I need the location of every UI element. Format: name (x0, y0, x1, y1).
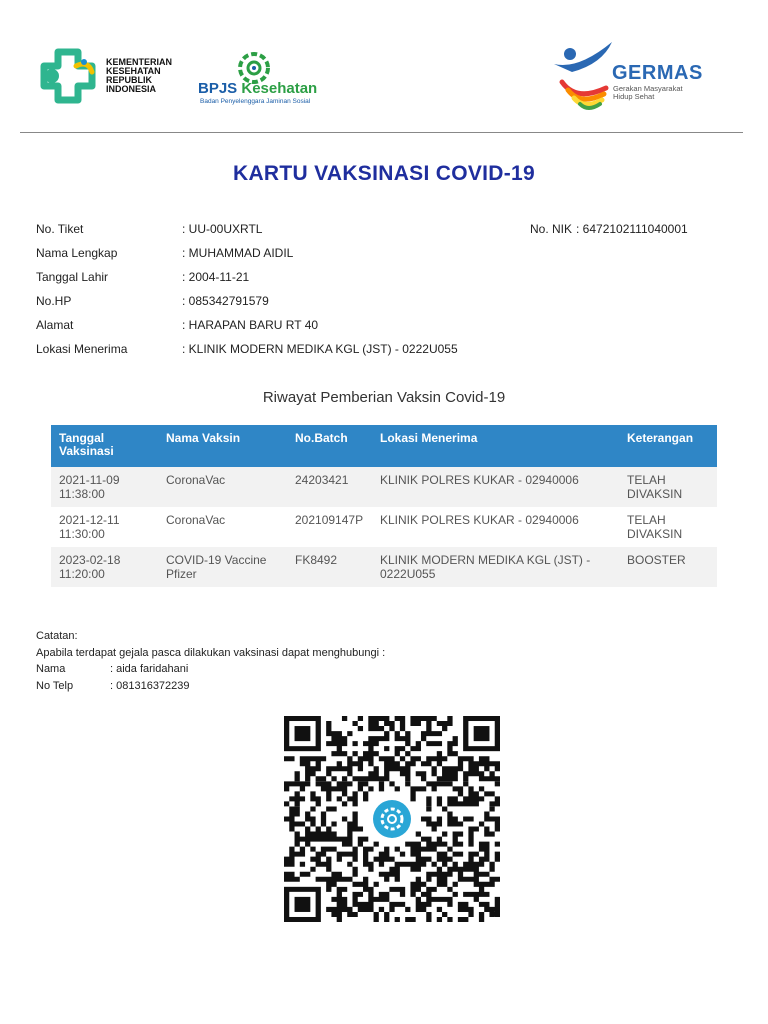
header (36, 40, 736, 120)
header-date: Tanggal Vaksinasi (51, 425, 158, 467)
cell-vaccine: CoronaVac (158, 467, 287, 507)
cell-date-time: 11:20:00 (59, 567, 105, 581)
kemenkes-line-3: REPUBLIK (106, 75, 153, 85)
qr-finder-top-right (463, 716, 500, 751)
kemenkes-line-4: INDONESIA (106, 84, 157, 94)
cell-batch: 202109147P (287, 507, 372, 547)
cell-date (51, 547, 158, 587)
contact-phone-label: No Telp (36, 679, 74, 692)
history-title: Riwayat Pemberian Vaksin Covid-19 (262, 389, 506, 406)
dob-label: Tanggal Lahir (36, 270, 109, 284)
cell-location: KLINIK POLRES KUKAR - 02940006 (372, 467, 619, 507)
header-vaccine: Nama Vaksin (158, 425, 287, 467)
phone-label: No.HP (36, 294, 72, 308)
nik-field (530, 222, 688, 236)
address-value: : HARAPAN BARU RT 40 (182, 318, 319, 332)
contact-phone-value: : 081316372239 (110, 679, 190, 692)
notes-section (36, 628, 385, 694)
info-row-dob (36, 270, 736, 294)
ticket-label: No. Tiket (36, 222, 84, 236)
table-row (51, 547, 717, 587)
germas-title: GERMAS (612, 62, 703, 84)
bpjs-brand-kesehatan: Kesehatan (241, 80, 318, 97)
header-note: Keterangan (619, 425, 717, 467)
bpjs-brand-bpjs: BPJS (198, 80, 238, 97)
header-divider (20, 132, 743, 133)
page-title: KARTU VAKSINASI COVID-19 (232, 162, 535, 185)
cell-vaccine: COVID-19 Vaccine Pfizer (158, 547, 287, 587)
patient-info (36, 222, 736, 366)
contact-name-value: : aida faridahani (110, 663, 189, 675)
bpjs-logo (196, 42, 326, 112)
cell-location: KLINIK MODERN MEDIKA KGL (JST) - 0222U055 (372, 547, 619, 587)
contact-name-row (36, 661, 385, 678)
contact-name-label: Nama (36, 663, 66, 675)
table-header-row (51, 425, 717, 467)
cell-date (51, 467, 158, 507)
cell-location: KLINIK POLRES KUKAR - 02940006 (372, 507, 619, 547)
kemenkes-logo (36, 48, 186, 104)
contact-phone-row (36, 678, 385, 695)
nik-value: : 6472102111040001 (576, 222, 688, 236)
qr-finder-bottom-left (284, 887, 321, 922)
kemenkes-line-1: KEMENTERIAN (106, 57, 173, 67)
vaccination-table (51, 425, 717, 587)
germas-sub-line-2: Hidup Sehat (613, 92, 655, 101)
cell-date-day: 2023-02-18 (59, 553, 121, 567)
notes-text: Apabila terdapat gejala pasca dilakukan vaksinasi dapat menghubungi : (36, 646, 386, 659)
cell-date-time: 11:38:00 (59, 487, 105, 501)
bpjs-subtitle: Badan Penyelenggara Jaminan Sosial (200, 98, 311, 105)
info-row-name (36, 246, 736, 270)
notes-heading: Catatan: (36, 630, 78, 642)
nik-label: No. NIK (530, 222, 573, 236)
table-row (51, 467, 717, 507)
table-row (51, 507, 717, 547)
qr-finder-top-left (284, 716, 321, 751)
phone-value: : 085342791579 (182, 294, 269, 308)
germas-sub-line-1: Gerakan Masyarakat (613, 84, 683, 93)
cell-note: TELAH DIVAKSIN (619, 507, 717, 547)
info-row-phone (36, 294, 736, 318)
cell-vaccine: CoronaVac (158, 507, 287, 547)
qr-code (284, 716, 500, 922)
cell-batch: FK8492 (287, 547, 372, 587)
germas-emblem-icon (550, 40, 616, 116)
address-label: Alamat (36, 318, 74, 332)
cell-batch: 24203421 (287, 467, 372, 507)
kemenkes-emblem-icon (36, 48, 100, 104)
qr-center-logo-icon (370, 797, 414, 841)
name-value: : MUHAMMAD AIDIL (182, 246, 294, 260)
cell-note: BOOSTER (619, 547, 717, 587)
cell-date-day: 2021-11-09 (59, 473, 120, 487)
cell-date (51, 507, 158, 547)
info-row-location (36, 342, 736, 366)
header-batch: No.Batch (287, 425, 372, 467)
location-label: Lokasi Menerima (36, 342, 128, 356)
dob-value: : 2004-11-21 (182, 270, 250, 284)
germas-logo (550, 40, 730, 116)
name-label: Nama Lengkap (36, 246, 118, 260)
cell-note: TELAH DIVAKSIN (619, 467, 717, 507)
cell-date-time: 11:30:00 (59, 527, 105, 541)
kemenkes-line-2: KESEHATAN (106, 66, 161, 76)
info-row-address (36, 318, 736, 342)
header-location: Lokasi Menerima (372, 425, 619, 467)
ticket-value: : UU-00UXRTL (182, 222, 263, 236)
location-value: : KLINIK MODERN MEDIKA KGL (JST) - 0222U055 (182, 342, 458, 356)
cell-date-day: 2021-12-11 (59, 513, 120, 527)
